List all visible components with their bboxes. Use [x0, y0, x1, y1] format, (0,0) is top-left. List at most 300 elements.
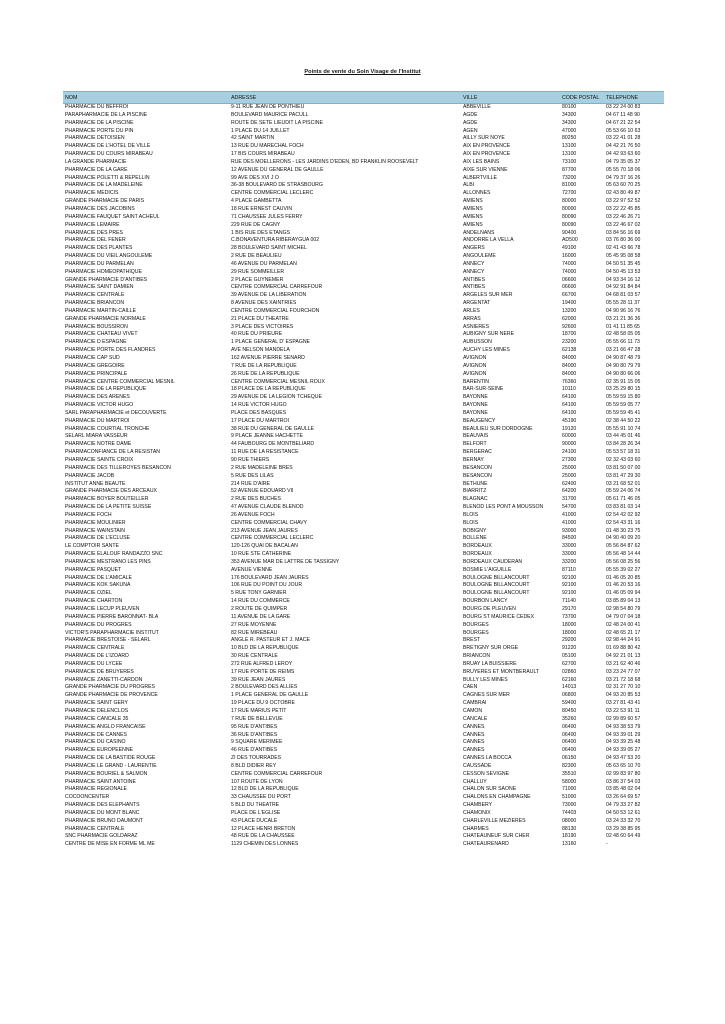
cell-nom: PHARMACIE DU MARTROI	[65, 417, 130, 424]
cell-code-postal: 80000	[562, 205, 577, 212]
table-row	[63, 669, 664, 677]
cell-nom: PHARMACIE EUROPEENNE	[65, 747, 133, 754]
cell-ville: BETHUNE	[463, 480, 488, 487]
cell-telephone: 04 67 11 48 90	[606, 111, 640, 118]
cell-telephone: 02 48 60 64 49	[606, 833, 641, 840]
cell-adresse: 11 RUE DE LA RESISTANCE	[231, 449, 299, 456]
cell-nom: PHARMACIE CAP SUD	[65, 355, 120, 361]
cell-code-postal: 84000	[562, 362, 577, 369]
cell-nom: LA GRANDE PHARMACIE	[65, 158, 127, 165]
cell-telephone: 03 44 45 01 46	[606, 433, 641, 440]
cell-telephone: 05 45 95 08 58	[606, 253, 641, 260]
cell-telephone: -	[606, 841, 608, 848]
cell-telephone: 02 98 54 80 79	[606, 606, 641, 612]
cell-code-postal: 84000	[562, 370, 577, 377]
cell-nom: PHARMACIE BRESTOISE - SELARL	[65, 637, 151, 644]
cell-adresse: 9-11 RUE JEAN DE PONTHIEU	[231, 104, 305, 110]
table-body	[63, 104, 664, 849]
cell-code-postal: 80090	[562, 213, 577, 220]
cell-code-postal: 35260	[562, 715, 577, 722]
cell-code-postal: 06400	[562, 723, 577, 730]
cell-code-postal: 41000	[562, 519, 577, 526]
cell-ville: ARRAS	[463, 315, 481, 322]
table-row	[63, 308, 664, 316]
cell-nom: PHARMACIE DE L'HOTEL DE VILLE	[65, 143, 151, 150]
cell-code-postal: 74403	[562, 809, 577, 816]
table-row	[63, 708, 664, 716]
table-row	[63, 818, 664, 826]
cell-ville: BRUYERES ET MONTBERAULT	[463, 668, 540, 675]
cell-ville: ARGELES SUR MER	[463, 292, 513, 299]
cell-nom: PHARMACIE BOURIEL & SALMON	[65, 770, 148, 777]
cell-nom: PHARMACIE DE LA GARE	[65, 166, 128, 173]
cell-nom: PHARMACIE DE CANNES	[65, 731, 127, 738]
cell-code-postal: 13160	[562, 841, 577, 848]
cell-ville: BRUAY LA BUISSIERE	[463, 660, 517, 667]
cell-adresse: 12 AVENUE DU GENERAL DE GAULLE	[231, 166, 324, 173]
table-row	[63, 779, 664, 787]
cell-nom: PHARMACIE DES TILLEROYES BESANCON	[65, 464, 171, 471]
table-row	[63, 198, 664, 206]
table-row	[63, 700, 664, 708]
cell-code-postal: 19120	[562, 425, 577, 432]
cell-code-postal: 87110	[562, 566, 576, 573]
cell-nom: PHARMACIE DU BEFFROI	[65, 104, 129, 110]
table-row	[63, 386, 664, 394]
cell-telephone: 01 48 30 23 75	[606, 527, 641, 534]
table-row	[63, 826, 664, 834]
cell-adresse: 17 PLACE DU MARTROI	[231, 417, 289, 424]
cell-ville: ANGOULEME	[463, 253, 496, 260]
cell-nom: SELARL MIARA VASSEUR	[65, 433, 128, 440]
table-row	[63, 230, 664, 238]
cell-code-postal: 23200	[562, 339, 577, 346]
table-row	[63, 582, 664, 590]
cell-nom: PHARMACIE MEDICIS	[65, 190, 119, 197]
cell-code-postal: 45190	[562, 417, 577, 424]
cell-nom: PHARMACIE POLETTI & REPELLIN	[65, 174, 150, 181]
cell-telephone: 03 22 22 45 85	[606, 205, 641, 212]
cell-adresse: 27 RUE MOYENNE	[231, 621, 277, 628]
cell-adresse: 8 AVENUE DES XAINTRIES	[231, 300, 297, 307]
cell-adresse: 33 CHAUSSEE DU PORT	[231, 794, 291, 801]
cell-telephone: 02 98 44 24 91	[606, 637, 641, 644]
cell-adresse: 18 PLACE DE LA REPUBLIQUE	[231, 386, 306, 393]
table-row	[63, 551, 664, 559]
cell-code-postal: 64200	[562, 488, 577, 495]
cell-ville: AILLY SUR NOYE	[463, 135, 505, 142]
cell-ville: CHALLUY	[463, 778, 487, 785]
cell-code-postal: 73200	[562, 174, 577, 181]
cell-telephone: 04 93 47 53 20	[606, 755, 641, 762]
table-row	[63, 684, 664, 692]
cell-ville: BORDEAUX	[463, 543, 492, 550]
table-row	[63, 190, 664, 198]
cell-code-postal: 31700	[562, 496, 577, 503]
cell-nom: PHARMACIE DES ARENES	[65, 394, 130, 401]
table-row	[63, 379, 664, 387]
cell-telephone: 02 32 43 03 60	[606, 456, 641, 463]
cell-code-postal: 82300	[562, 762, 577, 769]
cell-nom: GRANDE PHARMACIE DE PROVENCE	[65, 692, 158, 699]
cell-adresse: 95 RUE D'ANTIBES	[231, 723, 278, 730]
cell-code-postal: 92100	[562, 574, 577, 581]
cell-adresse: 43 PLACE DUCALE	[231, 817, 278, 824]
table-row	[63, 339, 664, 347]
table-row	[63, 245, 664, 253]
cell-adresse: 19 PLACE DU 9 OCTOBRE	[231, 700, 295, 707]
cell-ville: BELFORT	[463, 441, 487, 448]
cell-nom: PHARMACIE DES ELEPHANTS	[65, 802, 140, 809]
cell-telephone: 04 42 93 63 60	[606, 151, 641, 158]
cell-code-postal: 80250	[562, 135, 577, 142]
cell-code-postal: 64100	[562, 402, 577, 409]
cell-ville: CANCALE	[463, 715, 488, 722]
cell-ville: BOURG ST MAURICE CEDEX	[463, 613, 535, 620]
cell-telephone: 04 90 80 79 79	[606, 362, 641, 369]
cell-ville: BOURBON LANCY	[463, 598, 508, 605]
cell-code-postal: 47000	[562, 127, 577, 134]
cell-adresse: BOULEVARD MAURICE PACULL	[231, 111, 309, 118]
cell-telephone: 05 55 66 11 73	[606, 339, 640, 346]
cell-nom: PHARMACIE MARTIN-CAILLE	[65, 307, 137, 314]
cell-ville: BEAUGENCY	[463, 417, 496, 424]
cell-adresse: PLACE DES BASQUES	[231, 409, 287, 416]
cell-ville: ANDELNANS	[463, 229, 495, 236]
table-row	[63, 590, 664, 598]
cell-adresse: 46 RUE D'ANTIBES	[231, 747, 278, 754]
cell-adresse: 2 BOULEVARD DES ALLIES	[231, 684, 298, 691]
cell-nom: GRANDE PHARMACIE NORMALE	[65, 315, 146, 322]
cell-adresse: 7 RUE DE BELLEVUE	[231, 715, 283, 722]
table-row	[63, 402, 664, 410]
cell-code-postal: 58000	[562, 778, 577, 785]
cell-nom: VICTOR'S PARAPHARMACIE INSTITUT	[65, 629, 159, 636]
cell-adresse: 162 AVENUE PIERRE SENARD	[231, 355, 305, 361]
cell-nom: PHARMACIE CENTRALE	[65, 645, 125, 652]
table-row	[63, 637, 664, 645]
cell-ville: BOULOGNE BILLANCOURT	[463, 590, 530, 597]
cell-adresse: 29 AVENUE DE LA LEGION TCHEQUE	[231, 394, 322, 401]
cell-telephone: 03 29 38 85 95	[606, 825, 641, 832]
cell-nom: GRANDE PHARMACIE DU PROGRES	[65, 684, 155, 691]
cell-code-postal: 06150	[562, 755, 577, 762]
cell-nom: PHARMACIE DU LYCEE	[65, 660, 123, 667]
table-row	[63, 457, 664, 465]
cell-ville: CHATEAURENARD	[463, 841, 509, 848]
table-row	[63, 284, 664, 292]
cell-telephone: 04 68 81 03 57	[606, 292, 641, 299]
cell-code-postal: 73000	[562, 802, 577, 809]
table-row	[63, 269, 664, 277]
cell-nom: PHARMACIE DE LA PISCINE	[65, 119, 134, 126]
cell-telephone: 03 21 72 18 68	[606, 676, 641, 683]
table-row	[63, 292, 664, 300]
table-row	[63, 214, 664, 222]
table-row	[63, 755, 664, 763]
cell-nom: PHARMACIE DE L'IZOARD	[65, 653, 129, 660]
cell-code-postal: 18190	[562, 833, 577, 840]
cell-ville: BERGERAC	[463, 449, 492, 456]
cell-telephone: 04 93 38 53 79	[606, 723, 641, 730]
cell-telephone: 03 22 46 67 02	[606, 221, 641, 228]
cell-adresse: 272 RUE ALFRED LEROY	[231, 660, 293, 667]
cell-telephone: 03 23 24 77 07	[606, 668, 641, 675]
cell-code-postal: 34300	[562, 119, 577, 126]
cell-code-postal: 74000	[562, 268, 577, 275]
cell-adresse: 48 RUE DE LA CHAUSSEE	[231, 833, 295, 840]
cell-telephone: 03 83 81 03 14	[606, 504, 641, 511]
cell-adresse: CENTRE COMMERCIAL CARREFOUR	[231, 284, 323, 291]
cell-adresse: ROUTE DE SETE LIEUDIT LA PISCINE	[231, 119, 323, 126]
cell-nom: PHARMACIE KOK SAKUNA	[65, 582, 131, 589]
cell-ville: AUBIGNY SUR NERE	[463, 331, 515, 338]
cell-telephone: 04 79 35 05 37	[606, 158, 641, 165]
cell-adresse: 4 PLACE GAMBETTA	[231, 198, 282, 205]
cell-nom: PHARMACIE DES PRES	[65, 229, 123, 236]
cell-code-postal: 71140	[562, 598, 576, 605]
cell-code-postal: 80090	[562, 221, 577, 228]
cell-ville: AIX EN PROVENCE	[463, 151, 511, 158]
table-row	[63, 747, 664, 755]
cell-ville: AGDE	[463, 111, 478, 118]
cell-adresse: 5 RUE DES LILAS	[231, 472, 274, 479]
cell-code-postal: 18000	[562, 621, 577, 628]
cell-nom: INSTITUT ANNE BEAUTE	[65, 480, 126, 487]
cell-telephone: 05 59 59 05 77	[606, 402, 641, 409]
cell-adresse: 36 RUE D'ANTIBES	[231, 731, 278, 738]
cell-code-postal: 08000	[562, 817, 577, 824]
cell-ville: ANTIBES	[463, 276, 485, 283]
cell-nom: PHARMACIE PORTE DU PIN	[65, 127, 134, 134]
cell-telephone: 04 79 07 04 18	[606, 613, 641, 620]
cell-ville: CANNES LA BOCCA	[463, 755, 512, 762]
cell-adresse: CENTRE COMMERCIAL LECLERC	[231, 190, 314, 197]
table-row	[63, 488, 664, 496]
cell-telephone: 03 85 89 04 13	[606, 598, 641, 605]
cell-ville: ARGENTAT	[463, 300, 491, 307]
cell-adresse: 10 RUE STE CATHERINE	[231, 551, 292, 558]
cell-code-postal: 62700	[562, 660, 577, 667]
cell-code-postal: 06600	[562, 276, 577, 283]
cell-ville: CHAMONIX	[463, 809, 491, 816]
table-row	[63, 449, 664, 457]
cell-telephone: 02 48 24 00 41	[606, 621, 641, 628]
table-row	[63, 653, 664, 661]
table-row	[63, 520, 664, 528]
cell-adresse: 28 BOULEVARD SAINT MICHEL	[231, 245, 307, 252]
cell-code-postal: 19400	[562, 300, 577, 307]
cell-ville: AIX EN PROVENCE	[463, 143, 511, 150]
cell-adresse: 1 PLACE GÉNÉRAL DE GAULLE	[231, 692, 309, 699]
cell-adresse: 99 AVE DES XVI J O	[231, 174, 279, 181]
cell-ville: CHARMES	[463, 825, 489, 832]
cell-code-postal: AD500	[562, 237, 578, 244]
cell-nom: PHARMACIE LE GRAND - LAURENTIE	[65, 762, 157, 769]
cell-nom: LE COMPTOIR SANTE	[65, 543, 119, 550]
cell-telephone: 04 93 39 05 27	[606, 747, 641, 754]
cell-adresse: 39 AVENUE DE LA LIBERATION	[231, 292, 307, 299]
cell-code-postal: 76360	[562, 378, 577, 385]
cell-adresse: 26 RUE DE LA REPUBLIQUE	[231, 370, 300, 377]
cell-nom: PHARMACIE CENTRALE	[65, 292, 125, 299]
cell-code-postal: 13200	[562, 307, 577, 314]
cell-code-postal: 90400	[562, 229, 577, 236]
cell-telephone: 02 54 42 02 92	[606, 511, 641, 518]
cell-code-postal: 02860	[562, 668, 577, 675]
table-row	[63, 473, 664, 481]
cell-code-postal: 80000	[562, 198, 577, 205]
cell-ville: AIX LES BAINS	[463, 158, 500, 165]
cell-adresse: 44 FAUBOURG DE MONTBELIARD	[231, 441, 315, 448]
cell-ville: CAUSSADE	[463, 762, 492, 769]
cell-adresse: 13 RUE DU MARECHAL FOCH	[231, 143, 304, 150]
cell-telephone: 05 55 91 10 74	[606, 425, 641, 432]
table-row	[63, 261, 664, 269]
cell-telephone: 04 67 21 22 54	[606, 119, 641, 126]
cell-ville: BOURGES	[463, 629, 489, 636]
cell-code-postal: 92600	[562, 323, 577, 330]
cell-ville: ARLES	[463, 307, 480, 314]
table-row	[63, 606, 664, 614]
cell-telephone: 01 46 05 20 85	[606, 574, 641, 581]
cell-nom: PHARMACIE PASQUET	[65, 566, 122, 573]
cell-adresse: 5 BLD DU THEATRE	[231, 802, 280, 809]
table-row	[63, 104, 664, 112]
cell-nom: PHARMACIE DES PLANTES	[65, 245, 133, 252]
cell-nom: GRANDE PHARMACIE D'ANTIBES	[65, 276, 148, 283]
cell-ville: CHAMBERY	[463, 802, 493, 809]
cell-telephone: 03 21 21 36 36	[606, 315, 641, 322]
cell-telephone: 03 84 28 26 34	[606, 441, 641, 448]
cell-ville: BOLLENE	[463, 535, 487, 542]
table-row	[63, 135, 664, 143]
table-row	[63, 724, 664, 732]
cell-adresse: C.BONAVENTURA RIBERAYGUA 002	[231, 237, 320, 244]
cell-adresse: CENTRE COMMERCIAL LECLERC	[231, 535, 314, 542]
cell-adresse: 17 BIS COURS MIRABEAU	[231, 151, 295, 158]
table-row	[63, 143, 664, 151]
cell-telephone: 05 56 48 14 44	[606, 551, 641, 558]
cell-nom: PHARMACIE DU COURS MIRABEAU	[65, 151, 153, 158]
cell-telephone: 02 35 91 15 05	[606, 378, 641, 385]
table-row	[63, 622, 664, 630]
table-row	[63, 614, 664, 622]
cell-ville: CANNES	[463, 731, 485, 738]
cell-adresse: 36-38 BOULEVARD DE STRASBOURG	[231, 182, 323, 189]
cell-code-postal: 81000	[562, 182, 577, 189]
cell-ville: BORDEAUX CAUDERAN	[463, 558, 523, 565]
cell-nom: PHARMACIE DETOISIEN	[65, 135, 125, 142]
cell-ville: BOURGES	[463, 621, 489, 628]
table-row	[63, 182, 664, 190]
cell-code-postal: 18700	[562, 331, 577, 338]
cell-ville: BAR-SUR-SEINE	[463, 386, 504, 393]
cell-ville: CAMBRAI	[463, 700, 487, 707]
cell-code-postal: 06400	[562, 739, 577, 746]
cell-adresse: 2 RUE DES BUCHES	[231, 496, 281, 503]
cell-code-postal: 13100	[562, 143, 577, 150]
cell-code-postal: 33000	[562, 543, 577, 550]
cell-adresse: 107 ROUTE DE LYON	[231, 778, 283, 785]
cell-telephone: 05 55 28 11 37	[606, 300, 640, 307]
cell-code-postal: 84500	[562, 535, 577, 542]
table-row	[63, 575, 664, 583]
cell-adresse: 229 RUE DE CAGNY	[231, 221, 281, 228]
table-row	[63, 222, 664, 230]
table-row	[63, 559, 664, 567]
cell-telephone: 04 79 37 16 26	[606, 174, 641, 181]
table-row	[63, 120, 664, 128]
cell-telephone: 01 46 05 09 94	[606, 590, 641, 597]
table-row	[63, 277, 664, 285]
cell-ville: BRIANCON	[463, 653, 491, 660]
cell-telephone: 05 56 84 87 62	[606, 543, 641, 550]
cell-adresse: CENTRE COMMERCIAL CHAVY	[231, 519, 307, 526]
cell-telephone: 04 50 45 13 53	[606, 268, 641, 275]
cell-telephone: 04 50 53 12 61	[606, 809, 641, 816]
cell-code-postal: 33200	[562, 558, 577, 565]
cell-telephone: 02 48 65 21 17	[606, 629, 641, 636]
cell-adresse: CENTRE COMMERCIAL CARREFOUR	[231, 770, 323, 777]
cell-ville: ANTIBES	[463, 284, 485, 291]
table-row	[63, 418, 664, 426]
cell-ville: BULLY LES MINES	[463, 676, 508, 683]
table-row	[63, 206, 664, 214]
cell-nom: PHARMACIE JACOB	[65, 472, 115, 479]
cell-nom: PHARMACIE ANGLO FRANCAISE	[65, 723, 146, 730]
cell-telephone: 03 76 80 36 00	[606, 237, 641, 244]
cell-adresse: 12 PLACE HENRI BRETON	[231, 825, 296, 832]
cell-code-postal: 92100	[562, 582, 577, 589]
cell-code-postal: 27300	[562, 456, 577, 463]
cell-nom: PHARMACIE REGIONALE	[65, 786, 127, 793]
table-row	[63, 151, 664, 159]
table-row	[63, 496, 664, 504]
cell-ville: AIXE SUR VIENNE	[463, 166, 508, 173]
cell-code-postal: 49100	[562, 245, 577, 252]
cell-code-postal: 14013	[562, 684, 577, 691]
cell-telephone: 04 93 39 01 29	[606, 731, 641, 738]
cell-ville: ANDORRE LA VELLA	[463, 237, 514, 244]
cell-telephone: 03 81 47 29 30	[606, 472, 641, 479]
cell-adresse: 10 BLD DE LA REPUBLIQUE	[231, 645, 299, 652]
cell-adresse: AVENUE VIENNE	[231, 566, 273, 573]
cell-ville: AMIENS	[463, 221, 483, 228]
cell-telephone: 03 85 48 02 04	[606, 786, 641, 793]
cell-ville: AMIENS	[463, 213, 483, 220]
cell-nom: PHARMACIE DU PROGRES	[65, 621, 132, 628]
header-code-postal: CODE POSTAL	[562, 94, 600, 101]
cell-nom: PHARMACIE DE LA PETITE SUISSE	[65, 504, 152, 511]
cell-code-postal: 72700	[562, 190, 577, 197]
cell-nom: GRANDE PHARMACIE DE PARIS	[65, 198, 145, 205]
cell-telephone: 02 48 58 05 05	[606, 331, 641, 338]
cell-adresse: 40 RUE DU PRIEURE	[231, 331, 283, 338]
cell-telephone: 03 27 81 43 41	[606, 700, 641, 707]
cell-adresse: 29 RUE SOMMEILLER	[231, 268, 285, 275]
cell-ville: CESSON SEVIGNE	[463, 770, 509, 777]
table-row	[63, 355, 664, 363]
cell-nom: PHARMACIE CHATEAU VIVET	[65, 331, 138, 338]
cell-adresse: 14 RUE DU COMMERCE	[231, 598, 290, 605]
cell-ville: BEAUVAIS	[463, 433, 489, 440]
cell-code-postal: 13100	[562, 151, 577, 158]
cell-code-postal: 51000	[562, 794, 577, 801]
cell-nom: PHARMACIE DU MONT BLANC	[65, 809, 140, 816]
table-row	[63, 732, 664, 740]
cell-ville: ALBERTVILLE	[463, 174, 497, 181]
